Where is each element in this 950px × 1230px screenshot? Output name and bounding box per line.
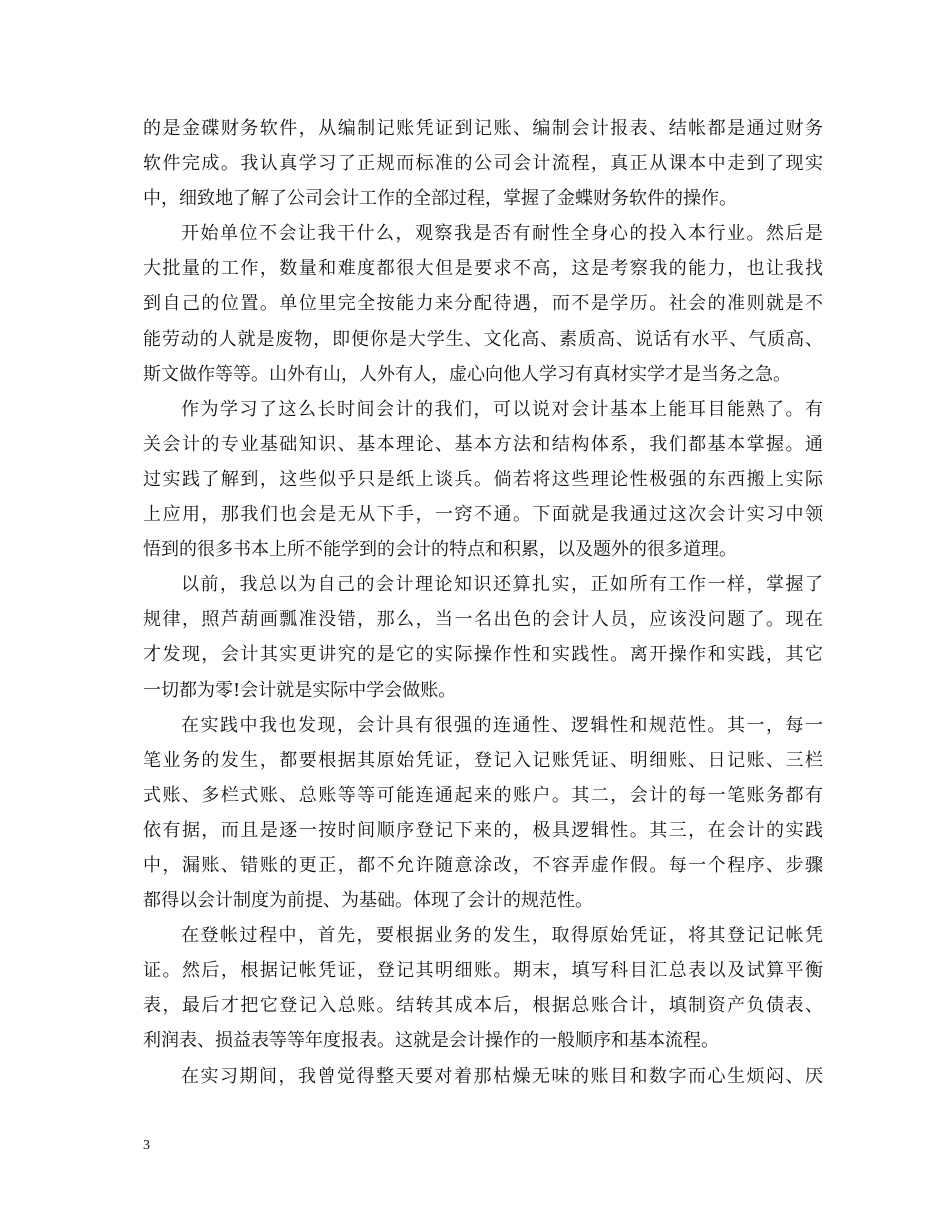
text-line: 能劳动的人就是废物，即便你是大学生、文化高、素质高、说话有水平、气质高、: [143, 328, 823, 350]
text-line: 过实践了解到，这些似乎只是纸上谈兵。倘若将这些理论性极强的东西搬上实际: [143, 468, 823, 490]
text-line: 中，漏账、错账的更正，都不允许随意涂改，不容弄虚作假。每一个程序、步骤: [143, 854, 823, 876]
text-line: 一切都为零!会计就是实际中学会做账。: [143, 679, 457, 701]
text-line: 式账、多栏式账、总账等等可能连通起来的账户。其二，会计的每一笔账务都有: [143, 784, 823, 806]
text-line: 都得以会计制度为前提、为基础。体现了会计的规范性。: [143, 890, 593, 912]
text-line: 证。然后，根据记帐凭证，登记其明细账。期末，填写科目汇总表以及试算平衡: [143, 960, 823, 982]
text-line: 关会计的专业基础知识、基本理论、基本方法和结构体系，我们都基本掌握。通: [143, 433, 823, 455]
text-line: 斯文做作等等。山外有山，人外有人，虚心向他人学习有真材实学才是当务之急。: [143, 363, 791, 385]
paragraph-first-line: 在实习期间，我曾觉得整天要对着那枯燥无味的账目和数字而心生烦闷、厌: [181, 1065, 823, 1087]
paragraph-first-line: 以前，我总以为自己的会计理论知识还算扎实，正如所有工作一样，掌握了: [181, 574, 823, 596]
page-number: 3: [143, 1138, 150, 1153]
text-line: 依有据，而且是逐一按时间顺序登记下来的，极具逻辑性。其三，在会计的实践: [143, 819, 823, 841]
paragraph-first-line: 在登帐过程中，首先，要根据业务的发生，取得原始凭证，将其登记记帐凭: [181, 925, 823, 947]
paragraph-first-line: 开始单位不会让我干什么，观察我是否有耐性全身心的投入本行业。然后是: [181, 223, 823, 245]
text-line: 中，细致地了解了公司会计工作的全部过程，掌握了金蝶财务软件的操作。: [143, 188, 737, 210]
text-line: 表，最后才把它登记入总账。结转其成本后，根据总账合计，填制资产负债表、: [143, 995, 823, 1017]
text-line: 利润表、损益表等等年度报表。这就是会计操作的一般顺序和基本流程。: [143, 1030, 719, 1052]
body-text: [143, 111, 823, 1094]
text-line: 笔业务的发生，都要根据其原始凭证，登记入记账凭证、明细账、日记账、三栏: [143, 749, 823, 771]
text-line: 到自己的位置。单位里完全按能力来分配待遇，而不是学历。社会的准则就是不: [143, 293, 823, 315]
text-line: 软件完成。我认真学习了正规而标准的公司会计流程，真正从课本中走到了现实: [143, 153, 823, 175]
text-line: 上应用，那我们也会是无从下手，一窍不通。下面就是我通过这次会计实习中领: [143, 504, 823, 526]
text-line: 的是金碟财务软件，从编制记账凭证到记账、编制会计报表、结帐都是通过财务: [143, 118, 823, 139]
paragraph-first-line: 作为学习了这么长时间会计的我们，可以说对会计基本上能耳目能熟了。有: [181, 398, 823, 420]
text-line: 规律，照芦葫画瓢准没错，那么，当一名出色的会计人员，应该没问题了。现在: [143, 609, 823, 631]
text-line: 悟到的很多书本上所不能学到的会计的特点和积累，以及题外的很多道理。: [143, 539, 737, 561]
text-line: 大批量的工作，数量和难度都很大但是要求不高，这是考察我的能力，也让我找: [143, 258, 823, 280]
paragraph-first-line: 在实践中我也发现，会计具有很强的连通性、逻辑性和规范性。其一，每一: [181, 714, 823, 736]
text-line: 才发现，会计其实更讲究的是它的实际操作性和实践性。离开操作和实践，其它: [143, 644, 823, 666]
